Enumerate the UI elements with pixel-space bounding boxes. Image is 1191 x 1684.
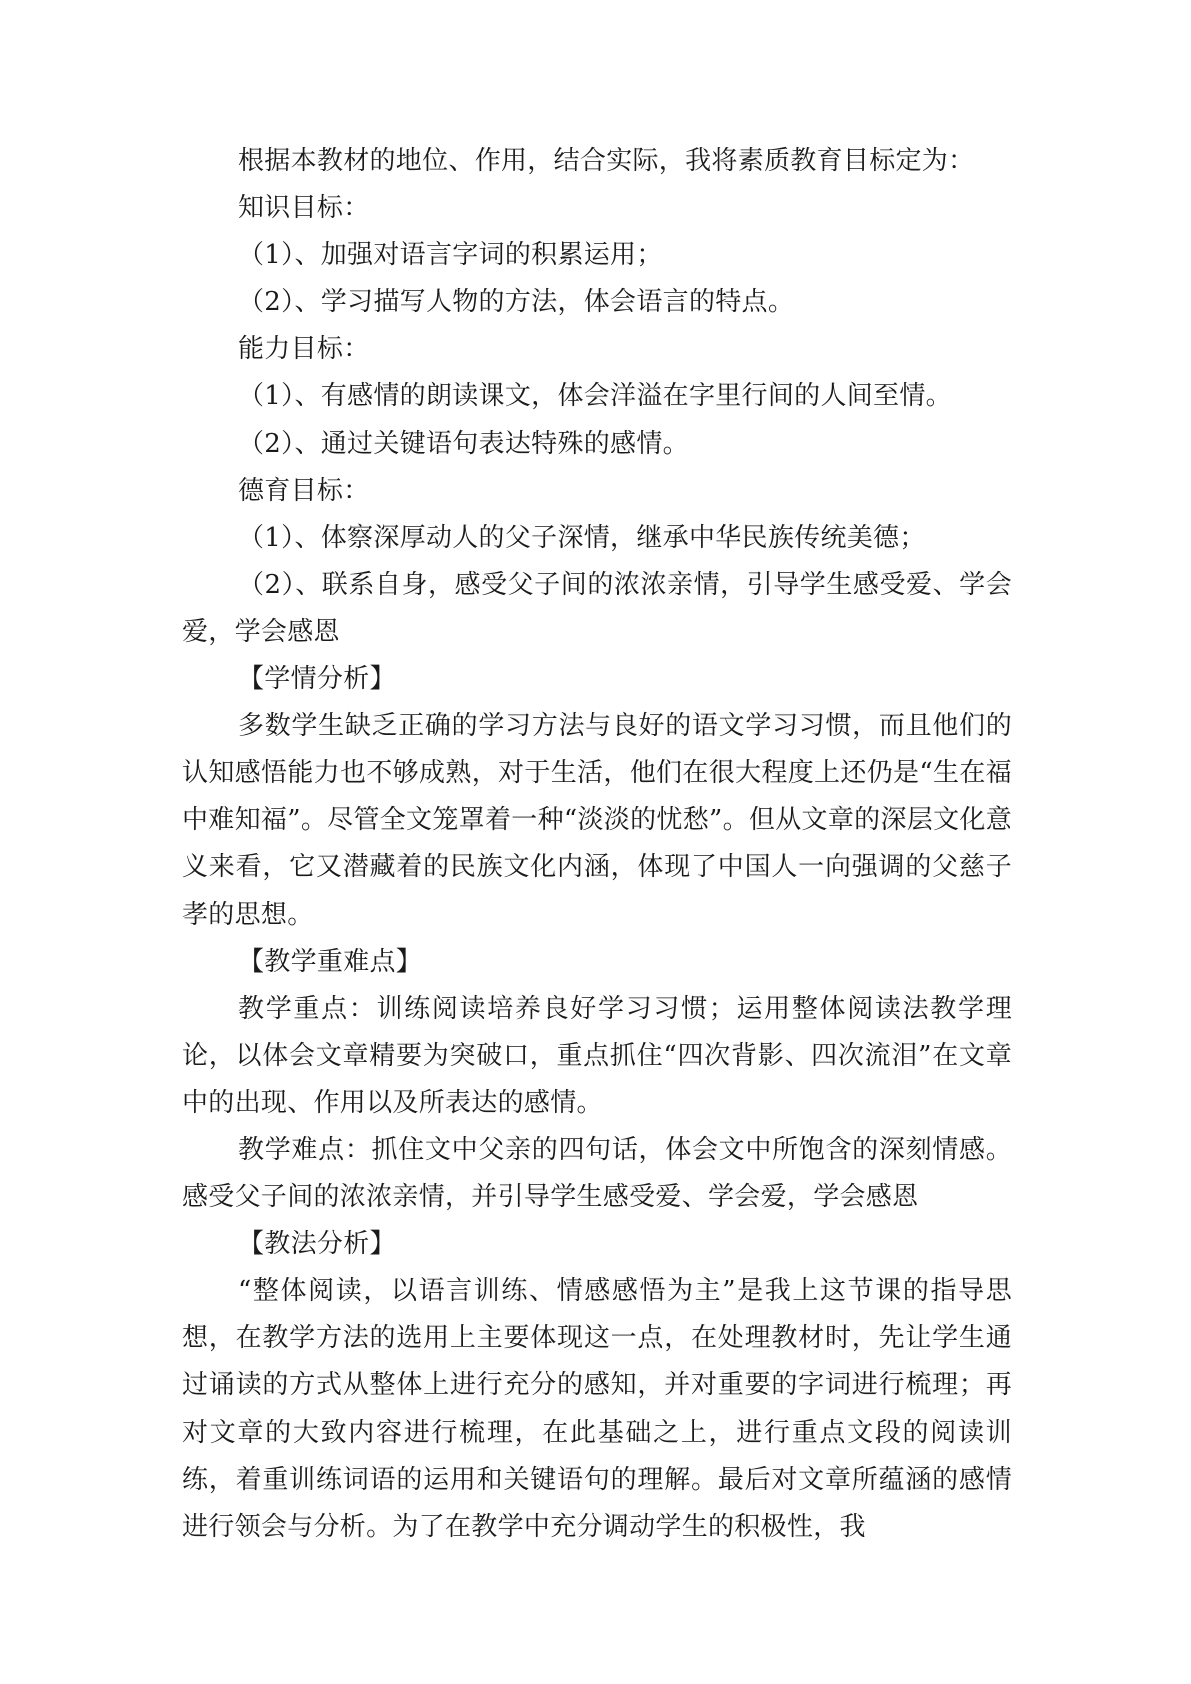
knowledge-goal-2: （2）、学习描写人物的方法，体会语言的特点。	[238, 287, 795, 318]
moral-goal-2: （2）、联系自身，感受父子间的浓浓亲情，引导学生感受爱、学会爱，学会感恩	[182, 569, 1012, 647]
section-heading-student-analysis: 【学情分析】	[238, 664, 396, 695]
moral-goals-heading: 德育目标：	[238, 475, 370, 506]
moral-goal-1: （1）、体察深厚动人的父子深情，继承中华民族传统美德；	[238, 522, 926, 553]
ability-goal-1: （1）、有感情的朗读课文，体会洋溢在字里行间的人间至情。	[238, 381, 952, 412]
intro-paragraph: 根据本教材的地位、作用，结合实际，我将素质教育目标定为：	[238, 146, 975, 176]
section-heading-teaching-method: 【教法分析】	[238, 1229, 396, 1260]
student-analysis-paragraph: 多数学生缺乏正确的学习方法与良好的语文学习习惯，而且他们的认知感悟能力也不够成熟，对于生活，他们在很大程度上还仍是“生在福中难知福”。尽管全文笼罩着一种“淡淡的忧愁”。但从文章的深层文化意义来看，它又潜藏着的民族文化内涵，体现了中国人一向强调的父慈子孝的思想。	[182, 711, 1012, 930]
knowledge-goal-1: （1）、加强对语言字词的积累运用；	[238, 240, 663, 271]
difficult-point-paragraph: 教学难点：抓住文中父亲的四句话，体会文中所饱含的深刻情感。感受父子间的浓浓亲情，并引导学生感受爱、学会爱，学会感恩	[182, 1134, 1012, 1213]
section-heading-key-points: 【教学重难点】	[238, 946, 423, 977]
ability-goal-2: （2）、通过关键语句表达特殊的感情。	[238, 428, 689, 459]
document-body	[182, 138, 1012, 1551]
ability-goals-heading: 能力目标：	[238, 334, 370, 365]
teaching-method-paragraph: “整体阅读，以语言训练、情感感悟为主”是我上这节课的指导思想，在教学方法的选用上主要体现这一点，在处理教材时，先让学生通过诵读的方式从整体上进行充分的感知，并对重要的字词进行梳理；再对文章的大致内容进行梳理，在此基础之上，进行重点文段的阅读训练，着重训练词语的运用和关键语句的理解。最后对文章所蕴涵的感情进行领会与分析。为了在教学中充分调动学生的积极性，我	[182, 1276, 1012, 1542]
key-point-paragraph: 教学重点：训练阅读培养良好学习习惯；运用整体阅读法教学理论，以体会文章精要为突破口，重点抓住“四次背影、四次流泪”在文章中的出现、作用以及所表达的感情。	[182, 993, 1012, 1118]
knowledge-goals-heading: 知识目标：	[238, 193, 370, 224]
